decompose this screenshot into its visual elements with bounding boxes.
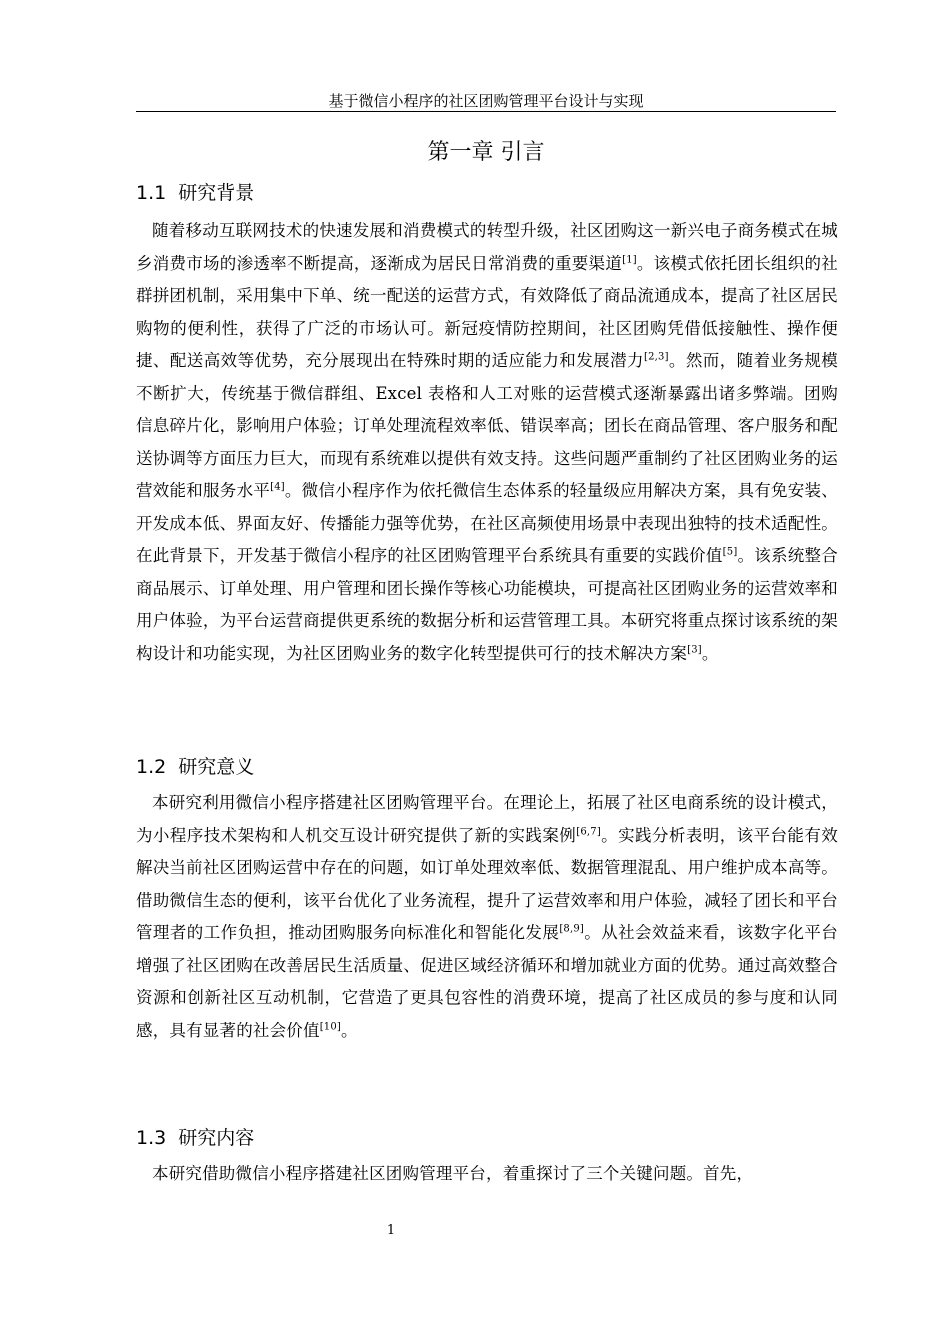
text-segment: 。该系统整合商品展示、订单处理、用户管理和团长操作等核心功能模块，可提高社区团购业务的运营效率和用户体验，为平台运营商提供更系统的数据分析和运营管理工具。本研究将重点探讨该系统的架构设计和功能实现，为社区团购业务的数字化转型提供可行的技术解决方案 [136, 546, 839, 663]
section-heading-1-3 [136, 1125, 254, 1151]
text-segment: 。实践分析表明，该平台能有效解决当前社区团购运营中存在的问题，如订单处理效率低、数据管理混乱、用户维护成本高等。借助微信生态的便利，该平台优化了业务流程，提升了运营效率和用户体验，减轻了团长和平台管理者的工作负担，推动团购服务向标准化和智能化发展 [136, 825, 838, 942]
section-title: 研究背景 [178, 182, 255, 204]
text-segment: 本研究借助微信小程序搭建社区团购管理平台，着重探讨了三个关键问题。首先， [152, 1164, 754, 1183]
paragraph-research-significance [136, 787, 838, 1047]
citation: [2,3] [643, 351, 669, 363]
running-header: 基于微信小程序的社区团购管理平台设计与实现 [328, 92, 644, 110]
header-rule [136, 111, 836, 112]
chapter-title: 第一章 引言 [427, 140, 545, 165]
citation: [3] [687, 644, 702, 655]
text-segment: 。 [701, 643, 719, 663]
citation: [5] [722, 546, 738, 558]
text-segment: 。从社会效益来看，该数字化平台增强了社区团购在改善居民生活质量、促进区域经济循环和增加就业方面的优势。通过高效整合资源和创新社区互动机制，它营造了更具包容性的消费环境，提高了社区成员的参与度和认同感，具有显著的社会价值 [136, 923, 839, 1040]
paragraph-research-content [136, 1158, 838, 1191]
text-segment: 。该模式依托团长组织的社群拼团机制，采用集中下单、统一配送的运营方式，有效降低了商品流通成本，提高了社区居民购物的便利性，获得了广泛的市场认可。新冠疫情防控期间，社区团购凭借低接触性、操作便捷、配送高效等优势，充分展现出在特殊时期的适应能力和发展潜力 [136, 253, 838, 370]
text-segment: 随着移动互联网技术的快速发展和消费模式的转型升级，社区团购这一新兴电子商务模式在城乡消费市场的渗透率不断提高，逐渐成为居民日常消费的重要渠道 [136, 221, 838, 273]
text-segment: 本研究利用微信小程序搭建社区团购管理平台。在理论上，拓展了社区电商系统的设计模式，为小程序技术架构和人机交互设计研究提供了新的实践案例 [136, 793, 838, 845]
citation: [8,9] [559, 923, 585, 935]
section-number: 1.1 [136, 182, 167, 204]
section-heading-1-2 [136, 754, 254, 780]
section-title: 研究意义 [178, 756, 255, 778]
paragraph-research-background [136, 215, 838, 670]
section-number: 1.3 [136, 1127, 167, 1149]
section-heading-1-1 [136, 180, 254, 206]
citation: [6,7] [576, 826, 601, 837]
text-segment: 。 [341, 1020, 358, 1040]
citation: [4] [270, 481, 285, 493]
section-title: 研究内容 [178, 1127, 255, 1149]
citation: [10] [319, 1021, 342, 1032]
section-number: 1.2 [136, 756, 167, 778]
citation: [1] [622, 254, 637, 265]
text-segment: 。然而，随着业务规模不断扩大，传统基于微信群组、Excel 表格和人工对账的运营模式逐渐暴露出诸多弊端。团购信息碎片化，影响用户体验；订单处理流程效率低、错误率高；团长在商品管理、客户服务和配送协调等方面压力巨大，而现有系统难以提供有效支持。这些问题严重制约了社区团购业务的运营效能和服务水平 [136, 351, 839, 500]
page-number: 1 [386, 1223, 396, 1238]
text-segment: 。微信小程序作为依托微信生态体系的轻量级应用解决方案，具有免安装、开发成本低、界面友好、传播能力强等优势，在社区高频使用场景中表现出独特的技术适配性。在此背景下，开发基于微信小程序的社区团购管理平台系统具有重要的实践价值 [136, 481, 838, 565]
